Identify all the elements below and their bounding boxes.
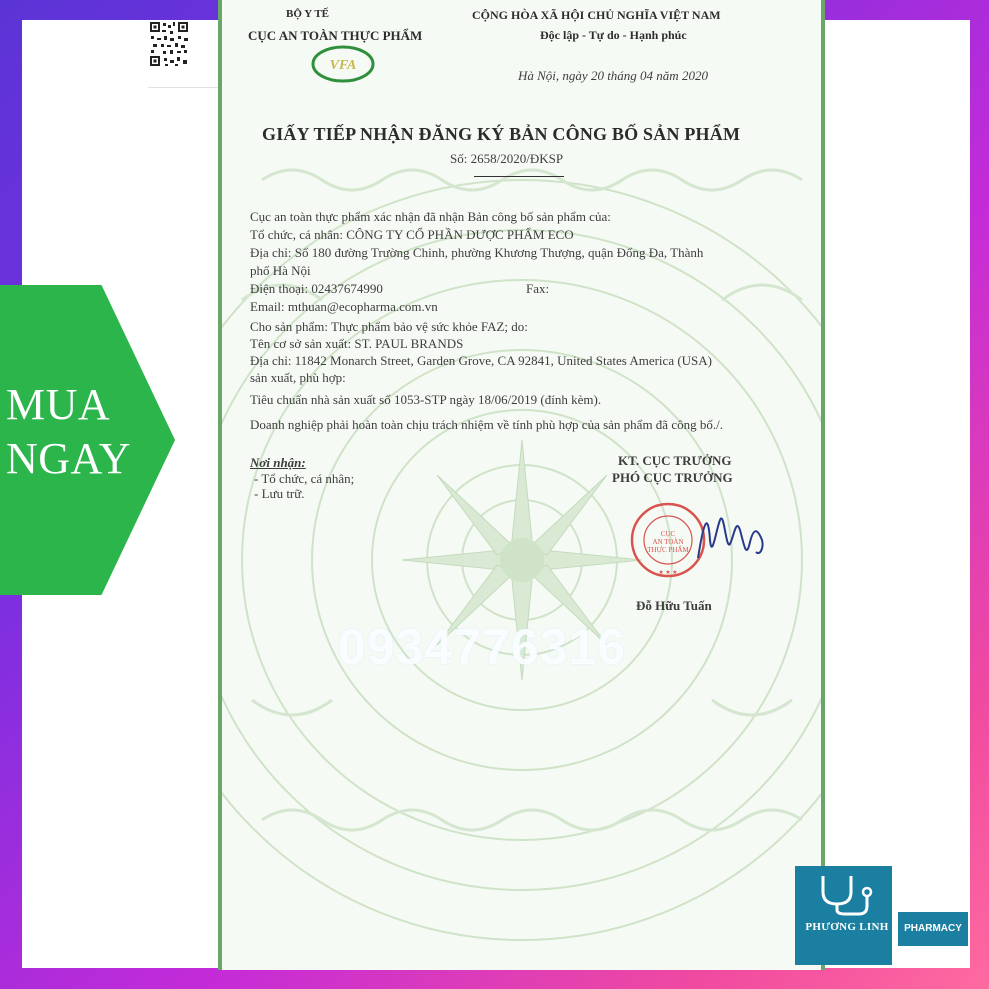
vfa-logo	[310, 45, 376, 83]
content-line: Điện thoại: 02437674990	[250, 281, 383, 296]
content-line: Doanh nghiệp phải hoàn toàn chịu trách nhiệm về tính phù hợp của sản phẩm đã công bố./.	[250, 417, 723, 432]
signer-title-2: PHÓ CỤC TRƯỞNG	[612, 470, 733, 485]
qr-code-icon	[148, 20, 190, 68]
fax-label: Fax:	[526, 281, 550, 296]
content-line: Email: mthuan@ecopharma.com.vn	[250, 299, 438, 314]
content-line: Tổ chức, cá nhân: CÔNG TY CỔ PHẦN DƯỢC PHẨM ECO	[250, 227, 574, 242]
svg-text:CỤC: CỤC	[660, 530, 676, 538]
motto: Độc lập - Tự do - Hạnh phúc	[540, 28, 687, 42]
document-title: GIẤY TIẾP NHẬN ĐĂNG KÝ BẢN CÔNG BỐ SẢN PHẨM	[262, 124, 741, 144]
watermark-phone: 0934776316	[338, 619, 627, 675]
content-line: phố Hà Nội	[250, 263, 311, 278]
content-line: Tiêu chuẩn nhà sản xuất số 1053-STP ngày 18/06/2019 (đính kèm).	[250, 392, 602, 407]
svg-text:THỰC PHẨM: THỰC PHẨM	[647, 546, 689, 554]
pharmacy-name: PHƯƠNG LINH	[805, 921, 889, 933]
content-line: Cục an toàn thực phẩm xác nhận đã nhận Bản công bố sản phẩm của:	[250, 209, 611, 224]
signature-icon	[690, 500, 770, 570]
signer-title-1: KT. CỤC TRƯỞNG	[618, 453, 732, 468]
content-line: sản xuất, phù hợp:	[250, 370, 346, 385]
recipient-item: - Lưu trữ.	[254, 486, 305, 501]
agency-name: CỤC AN TOÀN THỰC PHẨM	[248, 28, 423, 43]
svg-text:AN TOÀN: AN TOÀN	[652, 538, 684, 546]
content-line: Địa chỉ: 11842 Monarch Street, Garden Grove, CA 92841, United States America (USA)	[250, 353, 713, 368]
content-line: Địa chỉ: Số 180 đường Trường Chinh, phường Khương Thượng, quận Đống Đa, Thành	[250, 245, 704, 260]
title-underline	[474, 176, 564, 177]
svg-text:VFA: VFA	[329, 58, 357, 73]
svg-text:★ ★ ★: ★ ★ ★	[658, 570, 678, 576]
buy-now-badge-text[interactable]	[6, 378, 131, 486]
content-line: Tên cơ sở sản xuất: ST. PAUL BRANDS	[250, 336, 464, 351]
country-name: CỘNG HÒA XÃ HỘI CHỦ NGHĨA VIỆT NAM	[472, 8, 721, 22]
signer-name: Đỗ Hữu Tuấn	[636, 598, 712, 613]
place-date: Hà Nội, ngày 20 tháng 04 năm 2020	[518, 68, 708, 83]
recipient-item: - Tổ chức, cá nhân;	[254, 471, 355, 486]
divider-line	[148, 87, 218, 88]
content-line: Cho sản phẩm: Thực phẩm bảo vệ sức khỏe FAZ; do:	[250, 319, 528, 334]
document-number: Số: 2658/2020/ĐKSP	[450, 151, 564, 166]
ministry-name: BỘ Y TẾ	[286, 8, 329, 20]
badge-line-2: NGAY	[6, 434, 132, 483]
recipients-title: Nơi nhận:	[250, 455, 306, 470]
stethoscope-icon	[815, 870, 875, 916]
badge-line-1: MUA	[6, 380, 111, 429]
pharmacy-tag: PHARMACY	[898, 912, 968, 946]
certificate-document	[218, 0, 825, 970]
